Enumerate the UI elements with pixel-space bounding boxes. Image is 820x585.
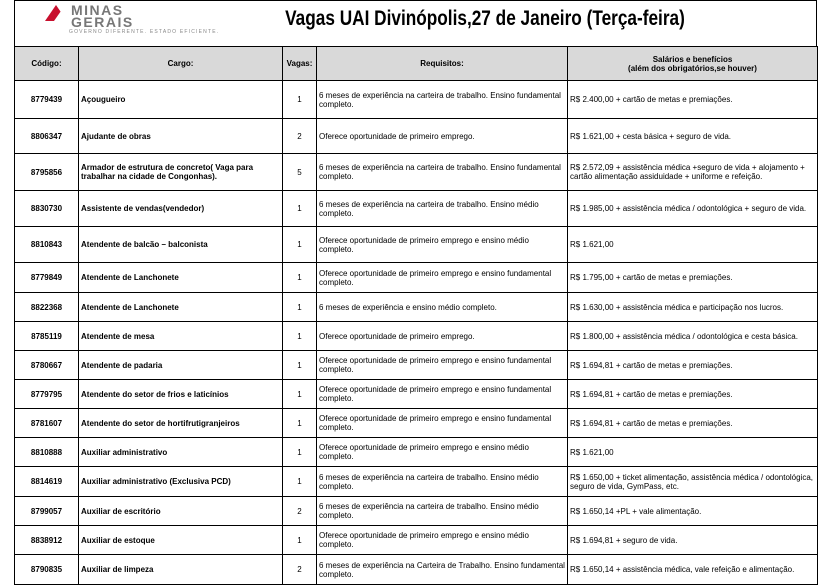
cell-codigo: 8799057 — [15, 497, 79, 526]
table-row — [15, 409, 818, 438]
cell-requisitos: 6 meses de experiência na carteira de trabalho. Ensino médio completo. — [317, 191, 568, 227]
cell-salario: R$ 1.694,81 + seguro de vida. — [568, 526, 818, 555]
cell-vagas: 1 — [283, 191, 317, 227]
cell-vagas: 1 — [283, 526, 317, 555]
header-cargo: Cargo: — [79, 47, 283, 81]
cell-codigo: 8814619 — [15, 467, 79, 497]
cell-cargo: Auxiliar de escritório — [79, 497, 283, 526]
cell-codigo: 8795856 — [15, 154, 79, 191]
table-row — [15, 467, 818, 497]
cell-cargo: Auxiliar administrativo — [79, 438, 283, 467]
cell-requisitos: Oferece oportunidade de primeiro emprego e ensino fundamental completo. — [317, 263, 568, 293]
cell-salario: R$ 1.985,00 + assistência médica / odontológica + seguro de vida. — [568, 191, 818, 227]
cell-salario: R$ 1.650,14 + assistência médica, vale refeição e alimentação. — [568, 555, 818, 585]
cell-salario: R$ 1.795,00 + cartão de metas e premiações. — [568, 263, 818, 293]
cell-cargo: Auxiliar de estoque — [79, 526, 283, 555]
jobs-table — [14, 46, 818, 585]
cell-salario: R$ 1.694,81 + cartão de metas e premiações. — [568, 351, 818, 380]
table-row — [15, 438, 818, 467]
cell-salario: R$ 1.694,81 + cartão de metas e premiações. — [568, 409, 818, 438]
header-vagas: Vagas: — [283, 47, 317, 81]
cell-requisitos: 6 meses de experiência na Carteira de Trabalho. Ensino fundamental completo. — [317, 555, 568, 585]
cell-vagas: 2 — [283, 119, 317, 154]
cell-requisitos: Oferece oportunidade de primeiro emprego e ensino médio completo. — [317, 526, 568, 555]
cell-cargo: Ajudante de obras — [79, 119, 283, 154]
cell-vagas: 1 — [283, 322, 317, 351]
cell-cargo: Assistente de vendas(vendedor) — [79, 191, 283, 227]
minas-gerais-logo — [45, 2, 220, 35]
cell-codigo: 8810843 — [15, 227, 79, 263]
cell-cargo: Atendente de balcão – balconista — [79, 227, 283, 263]
cell-vagas: 1 — [283, 438, 317, 467]
cell-cargo: Atendente de mesa — [79, 322, 283, 351]
cell-requisitos: Oferece oportunidade de primeiro emprego. — [317, 322, 568, 351]
cell-cargo: Atendente do setor de hortifrutigranjeiros — [79, 409, 283, 438]
header-salarios-line1: Salários e benefícios — [652, 54, 733, 64]
cell-salario: R$ 1.694,81 + cartão de metas e premiações. — [568, 380, 818, 409]
cell-requisitos: 6 meses de experiência na carteira de trabalho. Ensino médio completo. — [317, 467, 568, 497]
cell-vagas: 1 — [283, 409, 317, 438]
cell-codigo: 8822368 — [15, 293, 79, 322]
table-row — [15, 351, 818, 380]
cell-codigo: 8790835 — [15, 555, 79, 585]
cell-codigo: 8806347 — [15, 119, 79, 154]
cell-salario: R$ 1.621,00 + cesta básica + seguro de vida. — [568, 119, 818, 154]
table-row — [15, 380, 818, 409]
cell-salario: R$ 1.621,00 — [568, 227, 818, 263]
cell-requisitos: Oferece oportunidade de primeiro emprego e ensino médio completo. — [317, 438, 568, 467]
cell-codigo: 8779439 — [15, 81, 79, 119]
cell-codigo: 8810888 — [15, 438, 79, 467]
logo-tagline: GOVERNO DIFERENTE. ESTADO EFICIENTE. — [69, 29, 220, 35]
cell-codigo: 8779795 — [15, 380, 79, 409]
logo-text-line1: MINAS — [71, 2, 124, 18]
cell-vagas: 2 — [283, 497, 317, 526]
table-row — [15, 526, 818, 555]
table-row — [15, 555, 818, 585]
cell-vagas: 1 — [283, 293, 317, 322]
cell-requisitos: 6 meses de experiência e ensino médio completo. — [317, 293, 568, 322]
cell-cargo: Armador de estrutura de concreto( Vaga para trabalhar na cidade de Congonhas). — [79, 154, 283, 191]
cell-salario: R$ 1.650,00 + ticket alimentação, assistência médica / odontológica, seguro de vida, GymPass, etc. — [568, 467, 818, 497]
cell-vagas: 2 — [283, 555, 317, 585]
table-row — [15, 154, 818, 191]
cell-requisitos: Oferece oportunidade de primeiro emprego e ensino fundamental completo. — [317, 351, 568, 380]
page-header — [14, 0, 817, 46]
cell-vagas: 1 — [283, 81, 317, 119]
cell-vagas: 5 — [283, 154, 317, 191]
cell-codigo: 8838912 — [15, 526, 79, 555]
cell-requisitos: 6 meses de experiência na carteira de trabalho. Ensino fundamental completo. — [317, 81, 568, 119]
page-title: Vagas UAI Divinópolis,27 de Janeiro (Terça-feira) — [285, 7, 685, 30]
cell-requisitos: 6 meses de experiência na carteira de trabalho. Ensino médio completo. — [317, 497, 568, 526]
cell-codigo: 8781607 — [15, 409, 79, 438]
header-salarios-line2: (além dos obrigatórios,se houver) — [628, 63, 757, 73]
cell-cargo: Atendente de padaria — [79, 351, 283, 380]
cell-cargo: Açougueiro — [79, 81, 283, 119]
table-row — [15, 322, 818, 351]
cell-vagas: 1 — [283, 263, 317, 293]
table-row — [15, 497, 818, 526]
cell-salario: R$ 1.630,00 + assistência médica e participação nos lucros. — [568, 293, 818, 322]
cell-salario: R$ 1.650,14 +PL + vale alimentação. — [568, 497, 818, 526]
table-row — [15, 119, 818, 154]
cell-cargo: Auxiliar de limpeza — [79, 555, 283, 585]
table-header-row — [15, 47, 818, 81]
cell-vagas: 1 — [283, 467, 317, 497]
cell-cargo: Atendente de Lanchonete — [79, 293, 283, 322]
cell-codigo: 8830730 — [15, 191, 79, 227]
cell-requisitos: Oferece oportunidade de primeiro emprego e ensino fundamental completo. — [317, 409, 568, 438]
cell-cargo: Atendente do setor de frios e laticínios — [79, 380, 283, 409]
cell-salario: R$ 2.572,09 + assistência médica +seguro de vida + alojamento + cartão alimentação assiduidade + uniforme e refeição. — [568, 154, 818, 191]
cell-requisitos: Oferece oportunidade de primeiro emprego. — [317, 119, 568, 154]
cell-cargo: Auxiliar administrativo (Exclusiva PCD) — [79, 467, 283, 497]
cell-requisitos: 6 meses de experiência na carteira de trabalho. Ensino fundamental completo. — [317, 154, 568, 191]
logo-text-line2: GERAIS — [71, 14, 134, 30]
table-row — [15, 293, 818, 322]
cell-cargo: Atendente de Lanchonete — [79, 263, 283, 293]
cell-codigo: 8779849 — [15, 263, 79, 293]
cell-codigo: 8785119 — [15, 322, 79, 351]
cell-vagas: 1 — [283, 380, 317, 409]
table-row — [15, 81, 818, 119]
cell-vagas: 1 — [283, 227, 317, 263]
cell-salario: R$ 1.621,00 — [568, 438, 818, 467]
table-row — [15, 263, 818, 293]
table-row — [15, 191, 818, 227]
cell-requisitos: Oferece oportunidade de primeiro emprego e ensino médio completo. — [317, 227, 568, 263]
cell-requisitos: Oferece oportunidade de primeiro emprego e ensino fundamental completo. — [317, 380, 568, 409]
header-codigo: Código: — [15, 47, 79, 81]
cell-salario: R$ 2.400,00 + cartão de metas e premiações. — [568, 81, 818, 119]
cell-salario: R$ 1.800,00 + assistência médica / odontológica e cesta básica. — [568, 322, 818, 351]
cell-vagas: 1 — [283, 351, 317, 380]
cell-codigo: 8780667 — [15, 351, 79, 380]
header-requisitos: Requisitos: — [317, 47, 568, 81]
header-salarios — [568, 47, 818, 81]
table-row — [15, 227, 818, 263]
